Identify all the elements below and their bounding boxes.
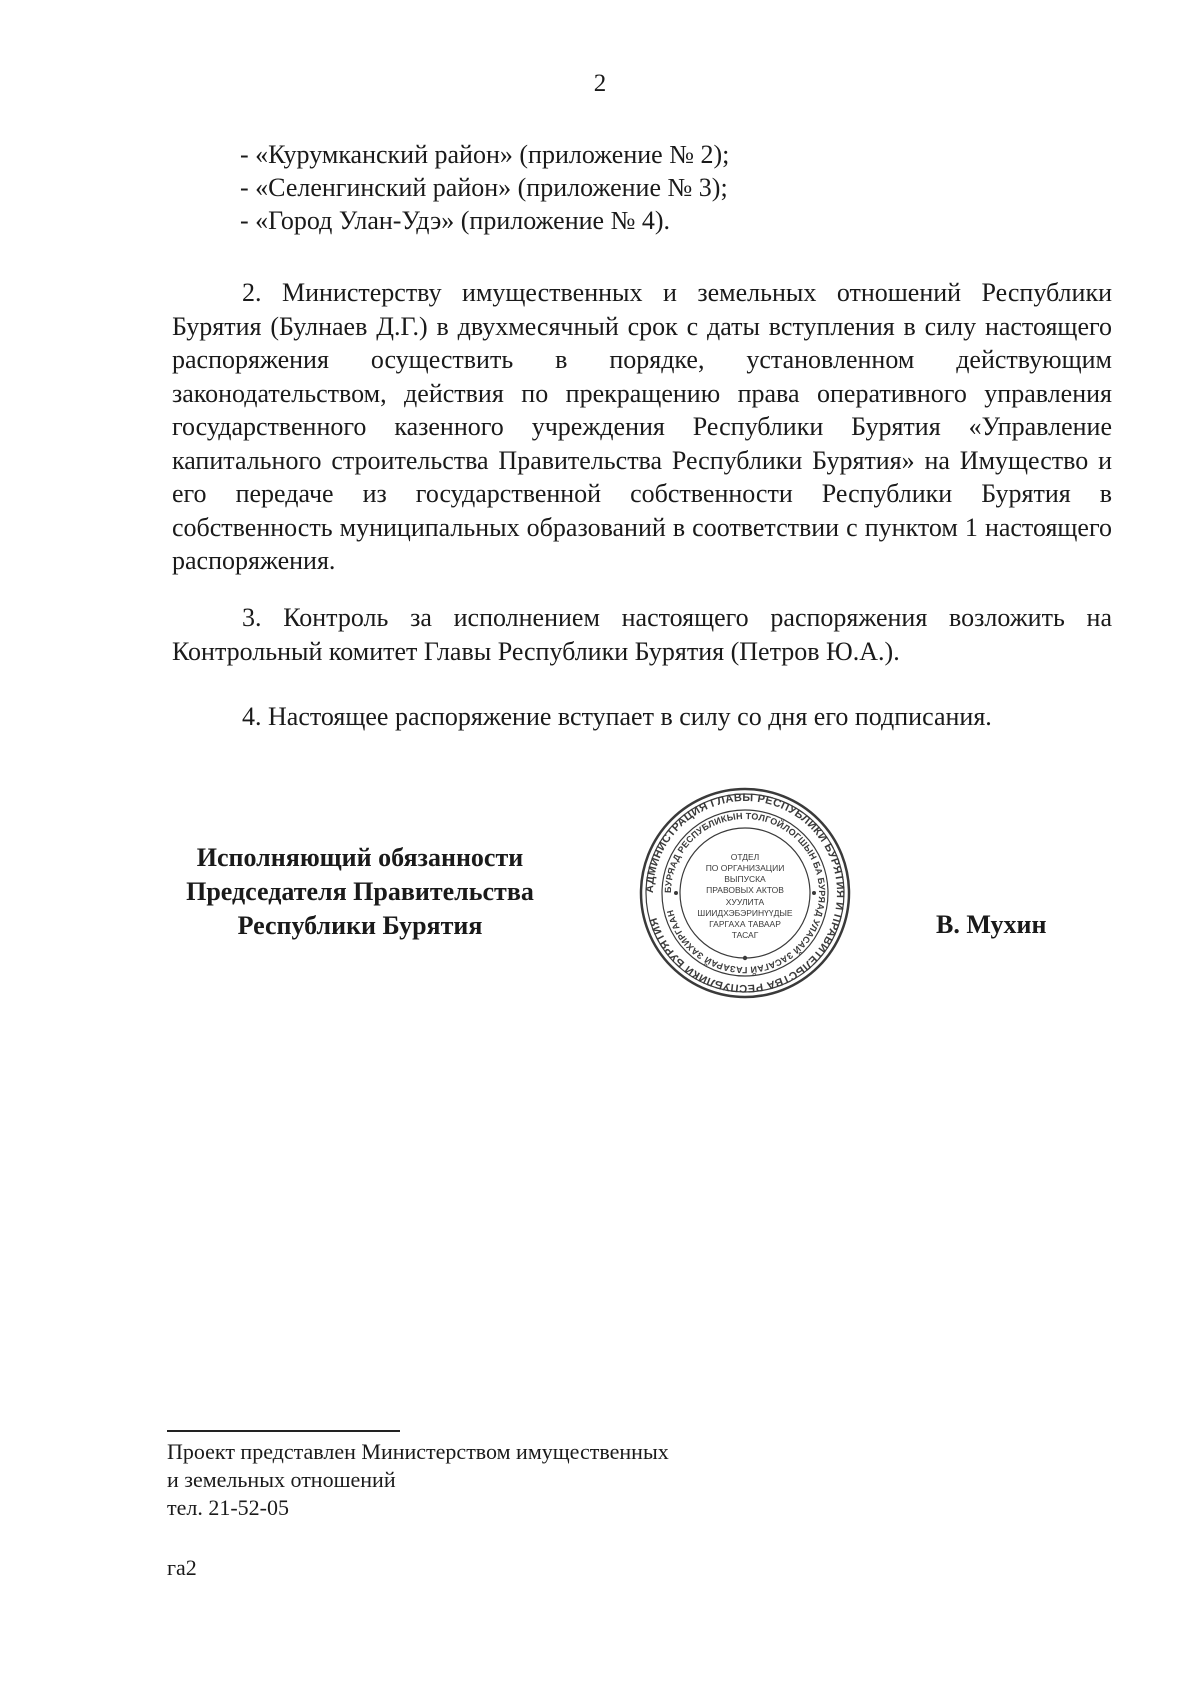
footnote-line: Проект представлен Министерством имущественных [167, 1439, 669, 1464]
seal-center-line: ТАСАГ [731, 930, 759, 940]
footnote-line: и земельных отношений [167, 1467, 396, 1492]
seal-center-line: ШИИДХЭБЭРИНҮҮДЫЕ [697, 908, 793, 918]
seal-center-line: ОТДЕЛ [730, 852, 760, 862]
seal-center-line: ВЫПУСКА [724, 874, 766, 884]
document-code: га2 [167, 1555, 197, 1580]
signatory-title-line: Исполняющий обязанности [196, 843, 524, 872]
footnote [167, 1438, 669, 1522]
seal-dot [743, 956, 747, 960]
seal-dot [674, 891, 678, 895]
seal-center-line: ГАРГАХА ТАВААР [709, 919, 781, 929]
seal-center-line: ХУУЛИТА [725, 897, 765, 907]
footnote-line: тел. 21-52-05 [167, 1495, 290, 1520]
seal-inner-text: БУРЯАД РЕСПУБЛИКЫН ТОЛГОЙЛОГШЫН БА БУРЯАД УЛАСАЙ ЗАСАГАЙ ГАЗАРАЙ ЗАХИРГААН [662, 810, 828, 976]
seal-outer-text: АДМИНИСТРАЦИЯ ГЛАВЫ РЕСПУБЛИКИ БУРЯТИЯ И ПРАВИТЕЛЬСТВА РЕСПУБЛИКИ БУРЯТИЯ [643, 791, 847, 995]
paragraph-4: 4. Настоящее распоряжение вступает в силу со дня его подписания. [242, 702, 992, 731]
seal-dot [812, 891, 816, 895]
page-number: 2 [593, 70, 607, 97]
list-item: - «Город Улан-Удэ» (приложение № 4). [240, 206, 671, 235]
municipality-list [240, 138, 729, 237]
list-item: - «Селенгинский район» (приложение № 3); [240, 173, 728, 202]
official-seal [638, 786, 852, 1000]
signatory-title-line: Республики Бурятия [237, 911, 483, 940]
signatory-name: В. Мухин [936, 910, 1047, 939]
seal-graphic [638, 786, 852, 1000]
signatory-title-line: Председателя Правительства [186, 877, 534, 906]
seal-center-line: ПО ОРГАНИЗАЦИИ [705, 863, 785, 873]
paragraph-3: 3. Контроль за исполнением настоящего распоряжения возложить на Контрольный комитет Главы Республики Бурятия (Петров Ю.А.). [172, 603, 1112, 666]
seal-center-line: ПРАВОВЫХ АКТОВ [706, 885, 784, 895]
paragraph-2: 2. Министерству имущественных и земельных отношений Республики Бурятия (Булнаев Д.Г.) в двухмесячный срок с даты вступления в силу настоящего распоряжения осуществить в порядке, установленном действующим законодательством, действия по прекращению права оперативного управления государственного казенного учреждения Республики Бурятия «Управление капитального строительства Правительства Республики Бурятия» на Имущество и его передаче из государственной собственности Республики Бурятия в собственность муниципальных образований в соответствии с пунктом 1 настоящего распоряжения. [172, 278, 1112, 575]
list-item: - «Курумканский район» (приложение № 2); [240, 140, 730, 169]
footnote-divider [167, 1430, 400, 1432]
signatory-title [150, 841, 570, 943]
